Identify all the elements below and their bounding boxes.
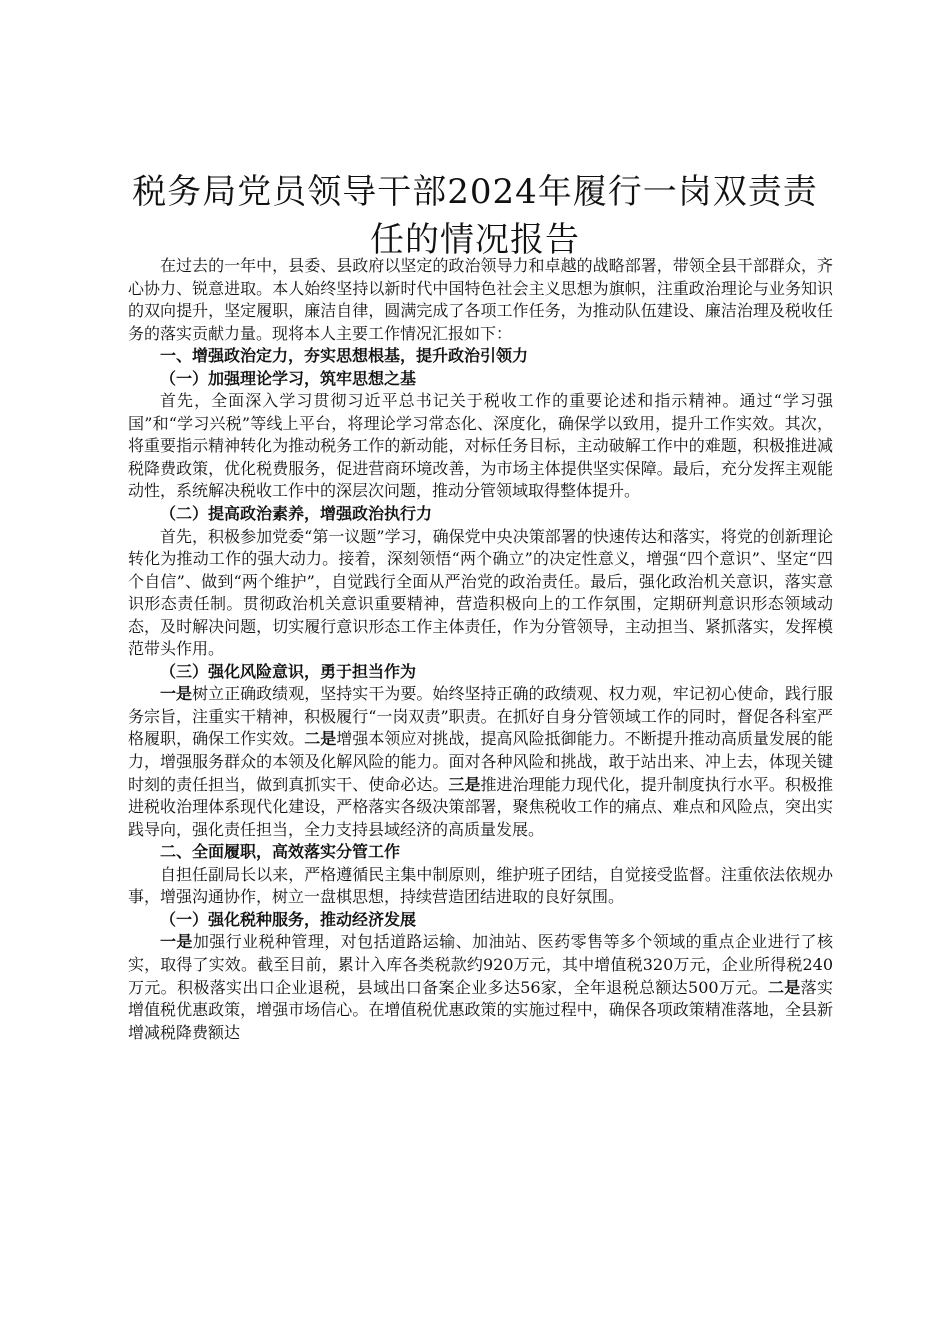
point-second-text: 落实增值税优惠政策，增强市场信心。在增值税优惠政策的实施过程中，确保各项政策精准落地，全县新增减税降费额达 <box>128 977 833 1042</box>
section-2-1-heading: （一）强化税种服务，推动经济发展 <box>160 909 417 929</box>
point-first-text: 加强行业税种管理，对包括道路运输、加油站、医药零售等多个领域的重点企业进行了核实，取得了实效。截至目前，累计入库各类税款约920万元，其中增值税320万元，企业所得税240万元。积极落实出口企业退税，县域出口备案企业多达56家，全年退税总额达500万元。 <box>128 932 833 997</box>
point-first-text: 树立正确政绩观，坚持实干为要。始终坚持正确的政绩观、权力观，牢记初心使命，践行服务宗旨，注重实干精神，积极履行“一岗双责”职责。在抓好自身分管领域工作的同时，督促各科室严格履职，确保工作实效。 <box>128 684 833 749</box>
section-2-1-paragraph <box>128 931 833 1044</box>
lead-second: 二是 <box>767 977 801 997</box>
section-1-1-paragraph: 首先，全面深入学习贯彻习近平总书记关于税收工作的重要论述和指示精神。通过“学习强国”和“学习兴税”等线上平台，将理论学习常态化、深度化，确保学以致用，提升工作实效。其次，将重要指示精神转化为推动税务工作的新动能，对标任务目标，主动破解工作中的难题，积极推进减税降费政策，优化税费服务，促进营商环境改善，为市场主体提供坚实保障。最后，充分发挥主观能动性，系统解决税收工作中的深层次问题，推动分管领域取得整体提升。 <box>128 391 833 501</box>
section-1-3-paragraph <box>128 683 833 841</box>
intro-paragraph: 在过去的一年中，县委、县政府以坚定的政治领导力和卓越的战略部署，带领全县干部群众，齐心协力、锐意进取。本人始终坚持以新时代中国特色社会主义思想为旗帜，注重政治理论与业务知识的双向提升，坚定履职，廉洁自律，圆满完成了各项工作任务，为推动队伍建设、廉洁治理及税收任务的落实贡献力量。现将本人主要工作情况汇报如下： <box>128 256 833 343</box>
lead-third: 三是 <box>448 774 481 794</box>
section-1-3-heading: （三）强化风险意识，勇于担当作为 <box>160 661 417 681</box>
section-1-1-heading: （一）加强理论学习，筑牢思想之基 <box>160 368 417 388</box>
lead-first: 一是 <box>160 684 193 704</box>
point-third-text: 推进治理能力现代化，提升制度执行水平。积极推进税收治理体系现代化建设，严格落实各级决策部署，聚焦税收工作的痛点、难点和风险点，突出实践导向，强化责任担当，全力支持县域经济的高质量发展。 <box>128 774 833 839</box>
section-2-heading: 二、全面履职，高效落实分管工作 <box>160 842 401 862</box>
lead-first: 一是 <box>160 932 193 952</box>
section-1-2-heading: （二）提高政治素养，增强政治执行力 <box>160 504 433 524</box>
section-1-2-paragraph: 首先，积极参加党委“第一议题”学习，确保党中央决策部署的快速传达和落实，将党的创新理论转化为推动工作的强大动力。接着，深刻领悟“两个确立”的决定性意义，增强“四个意识”、坚定“四个自信”、做到“两个维护”，自觉践行全面从严治党的政治责任。最后，强化政治机关意识，落实意识形态责任制。贯彻政治机关意识重要精神，营造积极向上的工作氛围，定期研判意识形态领域动态，及时解决问题，切实履行意识形态工作主体责任，作为分管领导，主动担当、紧抓落实，发挥模范带头作用。 <box>128 526 833 659</box>
lead-second: 二是 <box>304 729 337 749</box>
document-title: 税务局党员领导干部2024年履行一岗双责责任的情况报告 <box>132 172 818 260</box>
section-2-paragraph: 自担任副局长以来，严格遵循民主集中制原则，维护班子团结，自觉接受监督。注重依法依规办事，增强沟通协作，树立一盘棋思想，持续营造团结进取的良好氛围。 <box>128 864 833 907</box>
section-1-heading: 一、增强政治定力，夯实思想根基，提升政治引领力 <box>160 346 529 366</box>
point-second-text: 增强本领应对挑战，提高风险抵御能力。不断提升推动高质量发展的能力，增强服务群众的本领及化解风险的能力。面对各种风险和挑战，敢于站出来、冲上去，体现关键时刻的责任担当，做到真抓实干、使命必达。 <box>128 729 833 794</box>
document-body <box>128 255 833 1044</box>
